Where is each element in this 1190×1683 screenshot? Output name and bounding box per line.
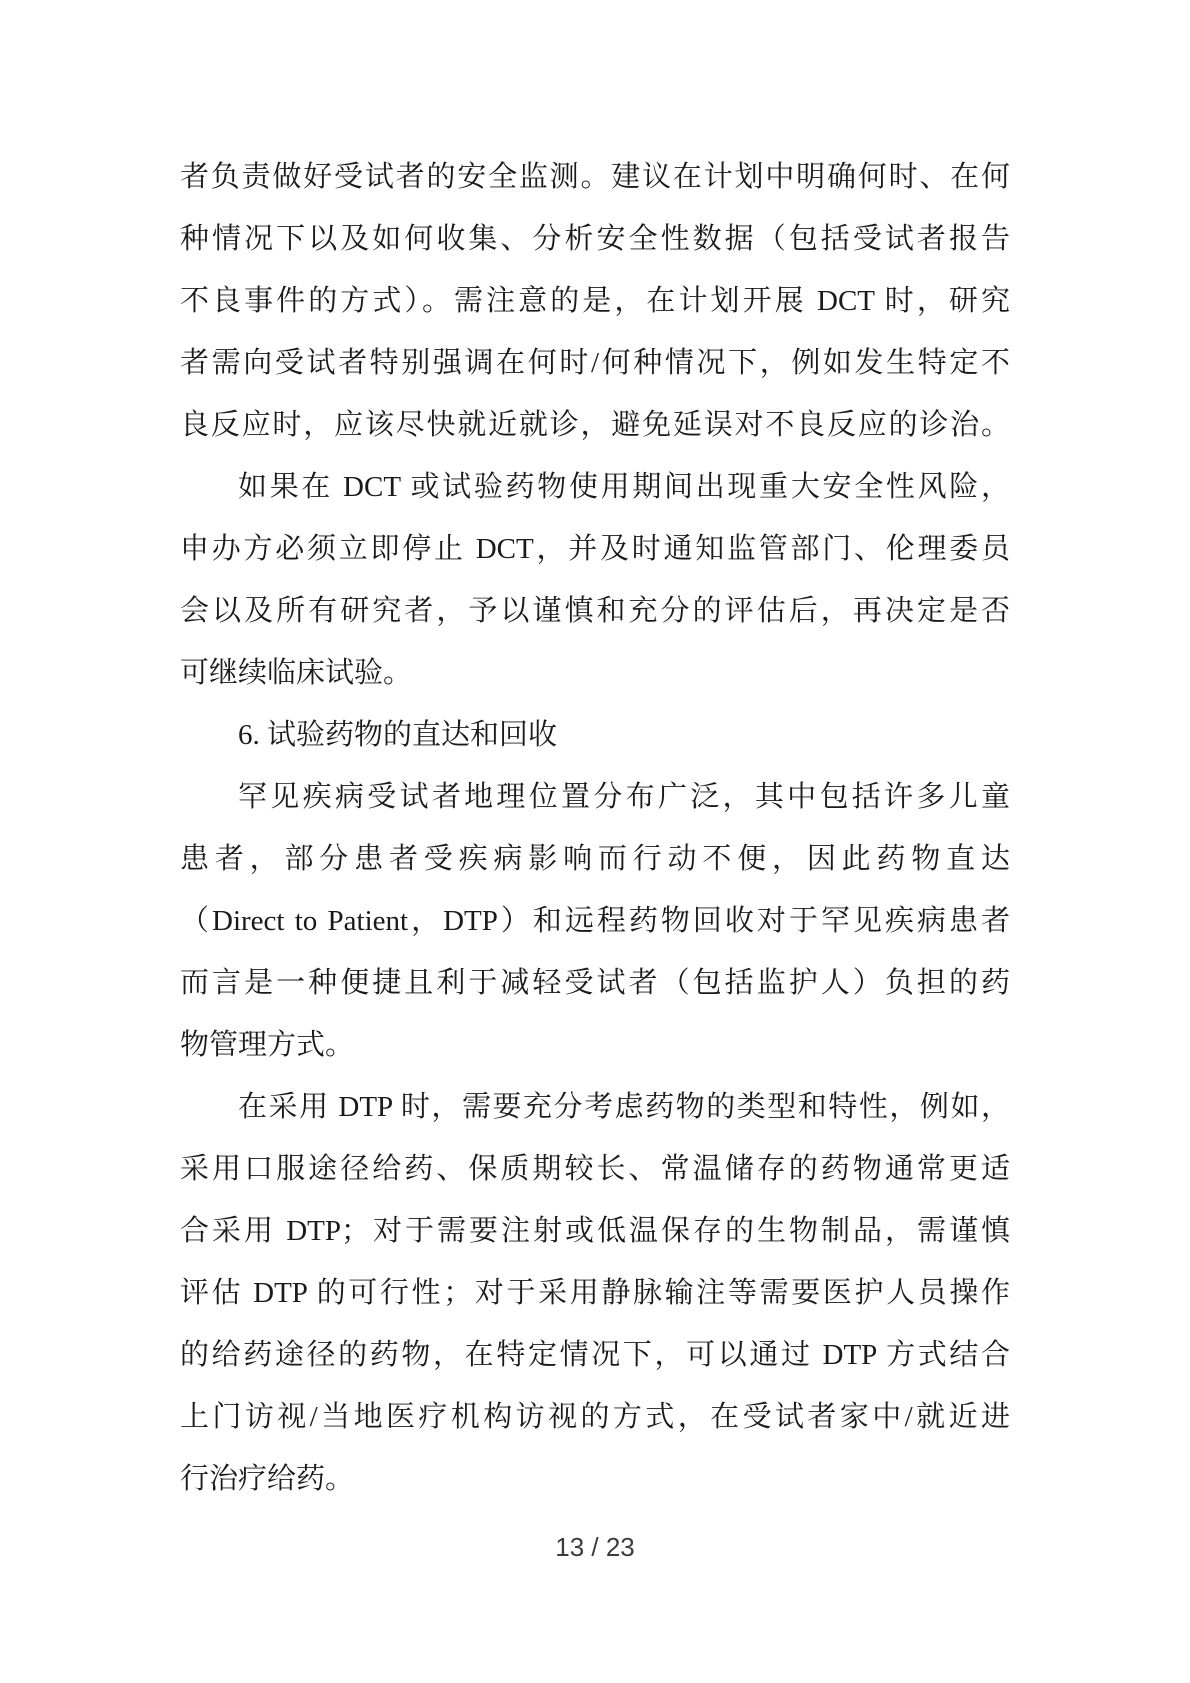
text-line: 上门访视/当地医疗机构访视的方式，在受试者家中/就近进 (180, 1401, 1010, 1433)
paragraph (180, 766, 1010, 1076)
text-line: 申办方必须立即停止 DCT，并及时通知监管部门、伦理委员 (180, 533, 1010, 565)
text-block (180, 146, 1010, 1510)
text-line: 者负责做好受试者的安全监测。建议在计划中明确何时、在何 (180, 161, 1010, 193)
paragraph (180, 456, 1010, 704)
paragraph (180, 146, 1010, 456)
text-line: 罕见疾病受试者地理位置分布广泛，其中包括许多儿童 (238, 781, 1010, 813)
text-line: 种情况下以及如何收集、分析安全性数据（包括受试者报告 (180, 223, 1010, 255)
text-line: 会以及所有研究者，予以谨慎和充分的评估后，再决定是否 (180, 595, 1010, 627)
paragraph (180, 1076, 1010, 1510)
text-line: 评估 DTP 的可行性；对于采用静脉输注等需要医护人员操作 (180, 1277, 1010, 1309)
section-heading: 6. 试验药物的直达和回收 (238, 719, 558, 751)
text-line: 采用口服途径给药、保质期较长、常温储存的药物通常更适 (180, 1153, 1010, 1185)
text-line: 患者，部分患者受疾病影响而行动不便，因此药物直达 (180, 843, 1010, 875)
text-line: 可继续临床试验。 (180, 657, 413, 689)
text-line: 合采用 DTP；对于需要注射或低温保存的生物制品，需谨慎 (180, 1215, 1010, 1247)
text-line: 如果在 DCT 或试验药物使用期间出现重大安全性风险， (238, 471, 1010, 503)
text-line: 在采用 DTP 时，需要充分考虑药物的类型和特性，例如， (238, 1091, 1010, 1123)
text-line: 而言是一种便捷且利于减轻受试者（包括监护人）负担的药 (180, 967, 1010, 999)
page-footer (0, 1532, 1190, 1562)
text-line: 物管理方式。 (180, 1029, 355, 1061)
text-line: 者需向受试者特别强调在何时/何种情况下，例如发生特定不 (180, 347, 1010, 379)
text-line: 良反应时，应该尽快就近就诊，避免延误对不良反应的诊治。 (180, 409, 1010, 441)
text-line: （Direct to Patient，DTP）和远程药物回收对于罕见疾病患者 (180, 905, 1010, 937)
text-line: 不良事件的方式）。需注意的是，在计划开展 DCT 时，研究 (180, 285, 1010, 317)
text-line: 的给药途径的药物，在特定情况下，可以通过 DTP 方式结合 (180, 1339, 1010, 1371)
page-number: 13 / 23 (555, 1532, 635, 1562)
text-line: 行治疗给药。 (180, 1463, 355, 1495)
